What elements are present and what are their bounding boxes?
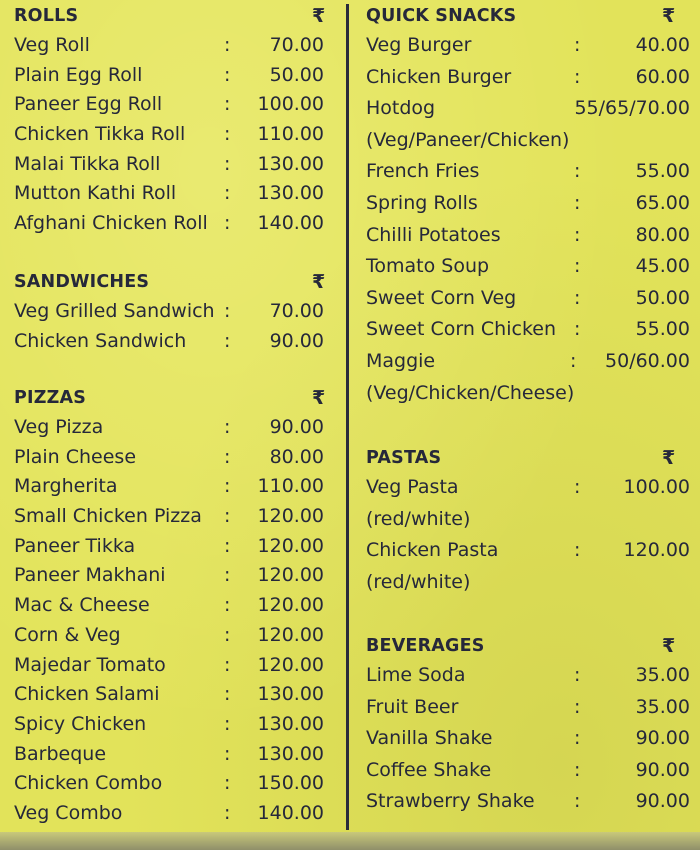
menu-item bbox=[366, 474, 690, 506]
section-title: SANDWICHES bbox=[14, 272, 150, 292]
menu-item bbox=[14, 32, 334, 62]
item-price: 90.00 bbox=[635, 790, 690, 813]
section-beverages bbox=[366, 635, 690, 820]
separator-colon: : bbox=[224, 564, 231, 587]
separator-colon: : bbox=[224, 445, 231, 468]
item-price: 140.00 bbox=[257, 801, 324, 824]
separator-colon: : bbox=[224, 594, 231, 617]
menu-item bbox=[14, 298, 334, 328]
section-title: QUICK SNACKS bbox=[366, 6, 517, 26]
item-price: 70.00 bbox=[269, 34, 324, 56]
menu-item bbox=[14, 652, 334, 682]
rupee-icon: ₹ bbox=[312, 5, 326, 27]
section-rolls bbox=[14, 6, 334, 240]
menu-item bbox=[366, 694, 690, 726]
item-price: 40.00 bbox=[635, 34, 690, 56]
menu-item bbox=[14, 741, 334, 771]
menu-item bbox=[14, 328, 334, 358]
item-price: 55/65/70.00 bbox=[574, 97, 690, 120]
separator-colon: : bbox=[574, 318, 581, 341]
menu-item bbox=[14, 151, 334, 181]
section-pastas bbox=[366, 447, 690, 600]
section-title: PIZZAS bbox=[14, 388, 87, 408]
item-price: 90.00 bbox=[269, 416, 324, 438]
item-name: Sweet Corn Chicken bbox=[366, 318, 557, 341]
item-name: Maggie bbox=[366, 349, 436, 372]
item-price: 130.00 bbox=[257, 742, 324, 765]
menu-item bbox=[14, 91, 334, 121]
menu-item bbox=[366, 285, 690, 317]
separator-colon: : bbox=[574, 286, 581, 309]
separator-colon: : bbox=[224, 329, 231, 352]
menu-item bbox=[14, 770, 334, 800]
section-title: BEVERAGES bbox=[366, 636, 485, 656]
section-title: PASTAS bbox=[366, 448, 442, 468]
item-price: 60.00 bbox=[635, 65, 690, 88]
item-note-text: (red/white) bbox=[366, 570, 471, 593]
item-price: 65.00 bbox=[635, 191, 690, 214]
item-name: Paneer Makhani bbox=[14, 564, 166, 587]
item-price: 130.00 bbox=[257, 152, 324, 175]
rupee-icon: ₹ bbox=[312, 387, 326, 409]
section-sandwiches bbox=[14, 272, 334, 357]
menu-item bbox=[14, 180, 334, 210]
item-note-text: (red/white) bbox=[366, 507, 471, 530]
item-price: 50.00 bbox=[269, 63, 324, 86]
separator-colon: : bbox=[224, 63, 231, 86]
separator-colon: : bbox=[224, 182, 231, 205]
item-name: Tomato Soup bbox=[366, 255, 490, 278]
menu-item bbox=[14, 414, 334, 444]
separator-colon: : bbox=[224, 93, 231, 116]
separator-colon: : bbox=[574, 160, 581, 183]
item-note-text: (Veg/Paneer/Chicken) bbox=[366, 128, 570, 151]
item-price: 130.00 bbox=[257, 182, 324, 205]
separator-colon: : bbox=[574, 758, 581, 781]
item-note bbox=[366, 127, 686, 159]
item-price: 130.00 bbox=[257, 683, 324, 706]
menu-item bbox=[14, 210, 334, 240]
separator-colon: : bbox=[224, 534, 231, 557]
item-name: Paneer Tikka bbox=[14, 534, 136, 557]
menu-item bbox=[366, 316, 690, 348]
separator-colon: : bbox=[224, 742, 231, 765]
item-name: Veg Roll bbox=[14, 34, 90, 56]
item-price: 70.00 bbox=[269, 300, 324, 322]
menu-item bbox=[366, 222, 690, 254]
separator-colon: : bbox=[224, 653, 231, 676]
menu-item bbox=[14, 681, 334, 711]
separator-colon: : bbox=[224, 772, 231, 795]
item-name: Veg Burger bbox=[366, 34, 472, 56]
separator-colon: : bbox=[574, 727, 581, 750]
item-name: Chicken Pasta bbox=[366, 539, 499, 562]
rupee-icon: ₹ bbox=[312, 271, 326, 293]
menu-item bbox=[366, 190, 690, 222]
item-name: Strawberry Shake bbox=[366, 790, 535, 813]
separator-colon: : bbox=[574, 539, 581, 562]
item-price: 120.00 bbox=[623, 539, 690, 562]
separator-colon: : bbox=[224, 123, 231, 146]
menu-item bbox=[14, 533, 334, 563]
item-price: 35.00 bbox=[635, 664, 690, 686]
item-name: Hotdog bbox=[366, 97, 436, 120]
separator-colon: : bbox=[224, 300, 231, 322]
separator-colon: : bbox=[574, 476, 581, 498]
item-note-text: (Veg/Chicken/Cheese) bbox=[366, 381, 575, 404]
item-price: 120.00 bbox=[257, 623, 324, 646]
item-name: Margherita bbox=[14, 475, 118, 498]
item-name: Spicy Chicken bbox=[14, 712, 147, 735]
item-price: 120.00 bbox=[257, 564, 324, 587]
item-name: Small Chicken Pizza bbox=[14, 505, 202, 528]
item-price: 130.00 bbox=[257, 712, 324, 735]
item-price: 50/60.00 bbox=[605, 349, 690, 372]
item-name: Mac & Cheese bbox=[14, 594, 150, 617]
item-name: Chicken Salami bbox=[14, 683, 160, 706]
separator-colon: : bbox=[224, 416, 231, 438]
column-divider bbox=[346, 4, 349, 830]
menu-item bbox=[14, 503, 334, 533]
separator-colon: : bbox=[224, 505, 231, 528]
item-name: Chicken Combo bbox=[14, 772, 163, 795]
item-price: 90.00 bbox=[635, 758, 690, 781]
item-price: 90.00 bbox=[635, 727, 690, 750]
rupee-icon: ₹ bbox=[662, 447, 676, 469]
separator-colon: : bbox=[574, 664, 581, 686]
menu-item bbox=[366, 757, 690, 789]
item-price: 80.00 bbox=[269, 445, 324, 468]
item-price: 120.00 bbox=[257, 505, 324, 528]
item-price: 100.00 bbox=[623, 476, 690, 498]
item-name: Afghani Chicken Roll bbox=[14, 212, 208, 235]
section-title: ROLLS bbox=[14, 6, 79, 26]
item-name: Chicken Burger bbox=[366, 65, 512, 88]
item-name: Malai Tikka Roll bbox=[14, 152, 161, 175]
item-price: 55.00 bbox=[635, 160, 690, 183]
item-price: 150.00 bbox=[257, 772, 324, 795]
menu-item bbox=[366, 158, 690, 190]
menu-item bbox=[14, 121, 334, 151]
menu-item bbox=[14, 592, 334, 622]
menu-item bbox=[366, 788, 690, 820]
menu-item bbox=[366, 253, 690, 285]
item-price: 100.00 bbox=[257, 93, 324, 116]
item-price: 45.00 bbox=[635, 255, 690, 278]
item-price: 50.00 bbox=[635, 286, 690, 309]
menu-item bbox=[366, 662, 690, 694]
menu-item bbox=[14, 711, 334, 741]
item-price: 140.00 bbox=[257, 212, 324, 235]
item-name: Chilli Potatoes bbox=[366, 223, 501, 246]
item-name: Veg Pasta bbox=[366, 476, 459, 498]
separator-colon: : bbox=[224, 712, 231, 735]
separator-colon: : bbox=[570, 349, 577, 372]
menu-item bbox=[366, 537, 690, 569]
separator-colon: : bbox=[224, 475, 231, 498]
separator-colon: : bbox=[574, 695, 581, 718]
separator-colon: : bbox=[574, 790, 581, 813]
item-name: Plain Egg Roll bbox=[14, 63, 143, 86]
separator-colon: : bbox=[224, 34, 231, 56]
item-name: Sweet Corn Veg bbox=[366, 286, 517, 309]
item-name: Mutton Kathi Roll bbox=[14, 182, 177, 205]
item-name: Veg Pizza bbox=[14, 416, 104, 438]
menu-item bbox=[366, 725, 690, 757]
board-bottom-edge bbox=[0, 832, 700, 850]
menu-item bbox=[366, 95, 690, 127]
item-price: 90.00 bbox=[269, 329, 324, 352]
item-name: Veg Grilled Sandwich bbox=[14, 300, 215, 322]
item-name: Veg Combo bbox=[14, 801, 123, 824]
item-name: Lime Soda bbox=[366, 664, 466, 686]
separator-colon: : bbox=[224, 212, 231, 235]
separator-colon: : bbox=[224, 801, 231, 824]
menu-item bbox=[14, 444, 334, 474]
item-price: 110.00 bbox=[257, 123, 324, 146]
item-name: Chicken Tikka Roll bbox=[14, 123, 186, 146]
item-name: Vanilla Shake bbox=[366, 727, 493, 750]
separator-colon: : bbox=[574, 65, 581, 88]
item-name: Coffee Shake bbox=[366, 758, 492, 781]
item-price: 110.00 bbox=[257, 475, 324, 498]
item-name: Fruit Beer bbox=[366, 695, 459, 718]
menu-item bbox=[14, 473, 334, 503]
menu-item bbox=[366, 32, 690, 64]
rupee-icon: ₹ bbox=[662, 635, 676, 657]
menu-item bbox=[14, 62, 334, 92]
item-price: 80.00 bbox=[635, 223, 690, 246]
separator-colon: : bbox=[574, 191, 581, 214]
item-note bbox=[366, 506, 686, 538]
menu-item bbox=[14, 562, 334, 592]
separator-colon: : bbox=[574, 34, 581, 56]
item-price: 120.00 bbox=[257, 594, 324, 617]
item-name: Majedar Tomato bbox=[14, 653, 166, 676]
section-quick-snacks bbox=[366, 5, 690, 411]
menu-item bbox=[366, 348, 690, 380]
item-name: French Fries bbox=[366, 160, 480, 183]
separator-colon: : bbox=[224, 152, 231, 175]
item-name: Barbeque bbox=[14, 742, 107, 765]
item-name: Corn & Veg bbox=[14, 623, 121, 646]
separator-colon: : bbox=[224, 623, 231, 646]
separator-colon: : bbox=[224, 683, 231, 706]
item-note bbox=[366, 380, 686, 412]
item-price: 35.00 bbox=[635, 695, 690, 718]
item-price: 120.00 bbox=[257, 653, 324, 676]
item-price: 120.00 bbox=[257, 534, 324, 557]
item-name: Paneer Egg Roll bbox=[14, 93, 163, 116]
separator-colon: : bbox=[574, 255, 581, 278]
item-name: Chicken Sandwich bbox=[14, 329, 187, 352]
rupee-icon: ₹ bbox=[662, 5, 676, 27]
item-name: Plain Cheese bbox=[14, 445, 137, 468]
separator-colon: : bbox=[574, 223, 581, 246]
menu-item bbox=[14, 800, 334, 830]
section-pizzas bbox=[14, 388, 334, 830]
item-price: 55.00 bbox=[635, 318, 690, 341]
item-name: Spring Rolls bbox=[366, 191, 478, 214]
item-note bbox=[366, 569, 686, 601]
menu-item bbox=[14, 622, 334, 652]
menu-item bbox=[366, 64, 690, 96]
